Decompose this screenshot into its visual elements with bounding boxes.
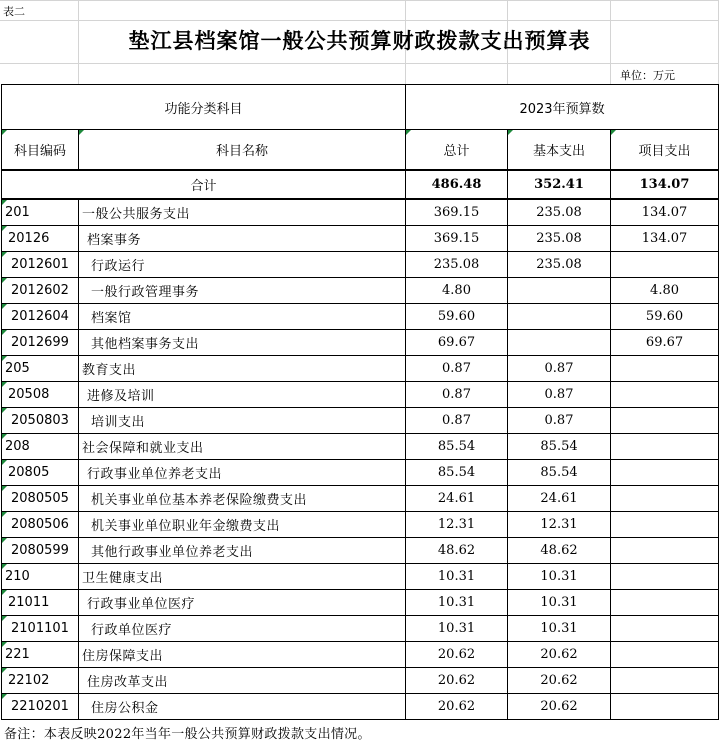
- cell-basic: 20.62: [508, 694, 611, 720]
- cell-name: 住房公积金: [79, 694, 406, 720]
- table-row: [2, 590, 719, 616]
- cell-project: [611, 590, 719, 616]
- cell-project: [611, 564, 719, 590]
- cell-project: [611, 486, 719, 512]
- header-total: 总计: [406, 130, 508, 171]
- cell-total: 0.87: [406, 408, 508, 434]
- cell-total: 10.31: [406, 590, 508, 616]
- cell-project: [611, 616, 719, 642]
- cell-total: 10.31: [406, 616, 508, 642]
- cell-code: 20126: [2, 226, 79, 252]
- total-basic: 352.41: [508, 170, 611, 199]
- cell-name: 档案事务: [79, 226, 406, 252]
- cell-total: 0.87: [406, 382, 508, 408]
- total-label: 合计: [2, 170, 406, 199]
- cell-project: [611, 694, 719, 720]
- cell-total: 12.31: [406, 512, 508, 538]
- cell-name: 社会保障和就业支出: [79, 434, 406, 460]
- cell-basic: 10.31: [508, 616, 611, 642]
- header-code: 科目编码: [2, 130, 79, 171]
- cell-total: 0.87: [406, 356, 508, 382]
- cell-project: 4.80: [611, 278, 719, 304]
- cell-name: 住房保障支出: [79, 642, 406, 668]
- grid-line: [0, 63, 719, 64]
- table-row: [2, 642, 719, 668]
- table-row: [2, 616, 719, 642]
- table-row: [2, 460, 719, 486]
- unit-label: 单位：万元: [620, 69, 675, 82]
- cell-basic: 85.54: [508, 460, 611, 486]
- cell-project: [611, 460, 719, 486]
- cell-basic: 10.31: [508, 564, 611, 590]
- total-row: [2, 170, 719, 199]
- cell-project: [611, 356, 719, 382]
- table-row: [2, 382, 719, 408]
- table-row: [2, 486, 719, 512]
- cell-code: 21011: [2, 590, 79, 616]
- cell-name: 行政事业单位医疗: [79, 590, 406, 616]
- cell-total: 4.80: [406, 278, 508, 304]
- cell-total: 69.67: [406, 330, 508, 356]
- cell-total: 85.54: [406, 460, 508, 486]
- table-row: [2, 330, 719, 356]
- cell-basic: 235.08: [508, 199, 611, 226]
- cell-name: 行政事业单位养老支出: [79, 460, 406, 486]
- cell-project: [611, 512, 719, 538]
- cell-name: 其他档案事务支出: [79, 330, 406, 356]
- header-budget-year: 2023年预算数: [406, 85, 719, 130]
- cell-total: 235.08: [406, 252, 508, 278]
- cell-name: 培训支出: [79, 408, 406, 434]
- table-row: [2, 538, 719, 564]
- cell-project: 134.07: [611, 226, 719, 252]
- cell-code: 2080506: [2, 512, 79, 538]
- cell-name: 行政单位医疗: [79, 616, 406, 642]
- cell-basic: 24.61: [508, 486, 611, 512]
- cell-total: 85.54: [406, 434, 508, 460]
- table-row: [2, 564, 719, 590]
- table-row: [2, 252, 719, 278]
- table-row: [2, 668, 719, 694]
- cell-project: [611, 382, 719, 408]
- table-row: [2, 356, 719, 382]
- header-row-group: [2, 85, 719, 130]
- header-project: 项目支出: [611, 130, 719, 171]
- cell-code: 2012699: [2, 330, 79, 356]
- cell-name: 行政运行: [79, 252, 406, 278]
- grid-line: [0, 20, 719, 21]
- cell-name: 教育支出: [79, 356, 406, 382]
- cell-code: 210: [2, 564, 79, 590]
- page-title: 垫江县档案馆一般公共预算财政拨款支出预算表: [128, 28, 591, 53]
- cell-basic: 0.87: [508, 408, 611, 434]
- cell-name: 一般行政管理事务: [79, 278, 406, 304]
- total-sum: 486.48: [406, 170, 508, 199]
- cell-name: 一般公共服务支出: [79, 199, 406, 226]
- cell-code: 2012602: [2, 278, 79, 304]
- table-row: [2, 694, 719, 720]
- cell-project: [611, 252, 719, 278]
- cell-basic: [508, 304, 611, 330]
- cell-name: 其他行政事业单位养老支出: [79, 538, 406, 564]
- cell-project: 134.07: [611, 199, 719, 226]
- cell-basic: [508, 278, 611, 304]
- cell-code: 208: [2, 434, 79, 460]
- cell-basic: 0.87: [508, 356, 611, 382]
- header-basic: 基本支出: [508, 130, 611, 171]
- footnote: 备注：本表反映2022年当年一般公共预算财政拨款支出情况。: [4, 727, 371, 742]
- cell-total: 369.15: [406, 199, 508, 226]
- cell-code: 221: [2, 642, 79, 668]
- cell-basic: 10.31: [508, 590, 611, 616]
- cell-basic: 85.54: [508, 434, 611, 460]
- grid-line: [0, 0, 719, 1]
- cell-basic: 0.87: [508, 382, 611, 408]
- cell-code: 20805: [2, 460, 79, 486]
- cell-name: 进修及培训: [79, 382, 406, 408]
- cell-total: 20.62: [406, 694, 508, 720]
- cell-name: 档案馆: [79, 304, 406, 330]
- cell-basic: [508, 330, 611, 356]
- cell-code: 2012601: [2, 252, 79, 278]
- table-row: [2, 434, 719, 460]
- table-row: [2, 199, 719, 226]
- total-project: 134.07: [611, 170, 719, 199]
- cell-name: 机关事业单位基本养老保险缴费支出: [79, 486, 406, 512]
- cell-code: 2080505: [2, 486, 79, 512]
- table-row: [2, 408, 719, 434]
- cell-basic: 48.62: [508, 538, 611, 564]
- cell-total: 20.62: [406, 642, 508, 668]
- cell-code: 22102: [2, 668, 79, 694]
- table-row: [2, 278, 719, 304]
- table-number-label: 表二: [3, 5, 25, 18]
- cell-project: [611, 668, 719, 694]
- header-category: 功能分类科目: [2, 85, 406, 130]
- cell-project: [611, 434, 719, 460]
- cell-code: 201: [2, 199, 79, 226]
- cell-code: 2210201: [2, 694, 79, 720]
- header-name: 科目名称: [79, 130, 406, 171]
- cell-basic: 20.62: [508, 668, 611, 694]
- cell-code: 2101101: [2, 616, 79, 642]
- cell-project: 59.60: [611, 304, 719, 330]
- header-row-columns: [2, 130, 719, 171]
- cell-code: 205: [2, 356, 79, 382]
- budget-table: [1, 84, 719, 720]
- cell-code: 2080599: [2, 538, 79, 564]
- cell-code: 20508: [2, 382, 79, 408]
- cell-basic: 12.31: [508, 512, 611, 538]
- cell-code: 2012604: [2, 304, 79, 330]
- table-row: [2, 512, 719, 538]
- cell-basic: 20.62: [508, 642, 611, 668]
- cell-project: [611, 538, 719, 564]
- cell-project: [611, 642, 719, 668]
- cell-code: 2050803: [2, 408, 79, 434]
- cell-total: 20.62: [406, 668, 508, 694]
- table-row: [2, 304, 719, 330]
- cell-basic: 235.08: [508, 252, 611, 278]
- cell-basic: 235.08: [508, 226, 611, 252]
- table-row: [2, 226, 719, 252]
- cell-total: 48.62: [406, 538, 508, 564]
- cell-total: 24.61: [406, 486, 508, 512]
- cell-total: 10.31: [406, 564, 508, 590]
- cell-project: [611, 408, 719, 434]
- cell-name: 机关事业单位职业年金缴费支出: [79, 512, 406, 538]
- cell-project: 69.67: [611, 330, 719, 356]
- cell-name: 住房改革支出: [79, 668, 406, 694]
- cell-total: 369.15: [406, 226, 508, 252]
- cell-total: 59.60: [406, 304, 508, 330]
- cell-name: 卫生健康支出: [79, 564, 406, 590]
